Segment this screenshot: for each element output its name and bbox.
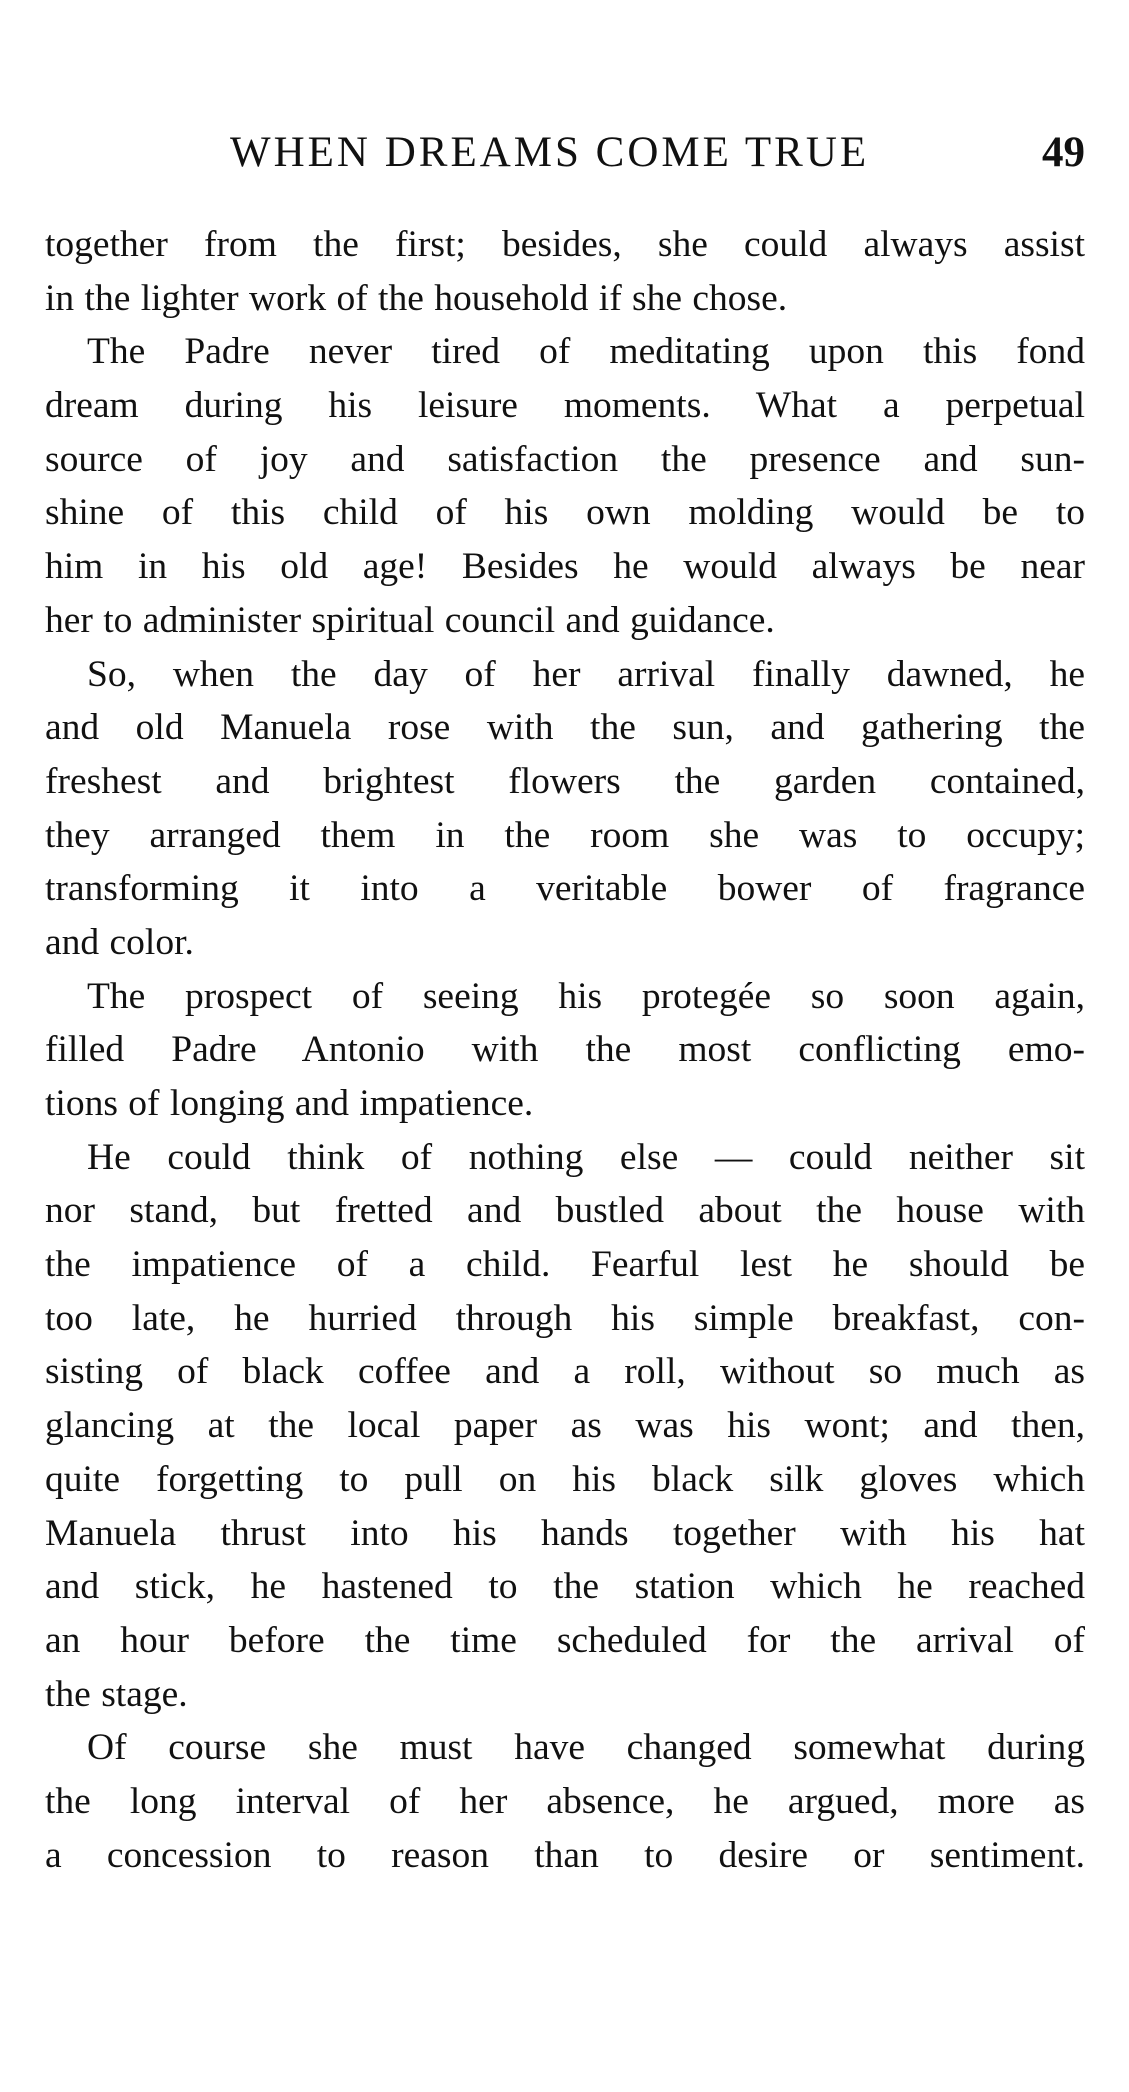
text-line: her to administer spiritual council and guidance. <box>45 599 775 641</box>
text-line: too late, he hurried through his simple breakfast, con- <box>45 1297 1085 1339</box>
text-line: quite forgetting to pull on his black silk gloves which <box>45 1458 1085 1500</box>
text-line: a concession to reason than to desire or sentiment. <box>45 1834 1085 1876</box>
text-line: and old Manuela rose with the sun, and gathering the <box>45 707 1085 749</box>
text-line: He could think of nothing else — could neither sit <box>87 1136 1085 1178</box>
text-line: the impatience of a child. Fearful lest he should be <box>45 1244 1085 1286</box>
text-line: nor stand, but fretted and bustled about the house with <box>45 1190 1085 1232</box>
text-line: source of joy and satisfaction the presence and sun- <box>45 438 1085 480</box>
running-title: WHEN DREAMS COME TRUE <box>230 129 870 176</box>
text-line: shine of this child of his own molding would be to <box>45 492 1085 534</box>
running-head <box>45 128 1085 188</box>
text-line: him in his old age! Besides he would always be near <box>45 546 1085 588</box>
text-line: Manuela thrust into his hands together with his hat <box>45 1512 1085 1554</box>
text-line: Of course she must have changed somewhat during <box>87 1727 1085 1769</box>
text-line: So, when the day of her arrival finally dawned, he <box>87 653 1085 695</box>
body-text <box>45 218 1085 1882</box>
text-line: The Padre never tired of meditating upon this fond <box>87 331 1085 373</box>
text-line: and color. <box>45 921 194 963</box>
text-line: the stage. <box>45 1673 188 1715</box>
text-line: dream during his leisure moments. What a perpetual <box>45 385 1085 427</box>
page-number: 49 <box>1042 129 1085 176</box>
text-line: freshest and brightest flowers the garden contained, <box>45 760 1085 802</box>
text-line: an hour before the time scheduled for the arrival of <box>45 1619 1085 1661</box>
text-line: the long interval of her absence, he argued, more as <box>45 1780 1085 1822</box>
text-line: tions of longing and impatience. <box>45 1083 534 1124</box>
text-line: in the lighter work of the household if she chose. <box>45 277 788 319</box>
text-line: and stick, he hastened to the station which he reached <box>45 1566 1085 1608</box>
text-line: transforming it into a veritable bower of fragrance <box>45 868 1085 910</box>
text-line: glancing at the local paper as was his wont; and then, <box>45 1405 1085 1447</box>
text-line: filled Padre Antonio with the most conflicting emo- <box>45 1029 1085 1071</box>
text-line: sisting of black coffee and a roll, without so much as <box>45 1351 1085 1393</box>
text-line: together from the first; besides, she could always assist <box>45 224 1085 265</box>
text-line: The prospect of seeing his protegée so soon again, <box>87 975 1085 1017</box>
text-line: they arranged them in the room she was to occupy; <box>45 814 1085 856</box>
